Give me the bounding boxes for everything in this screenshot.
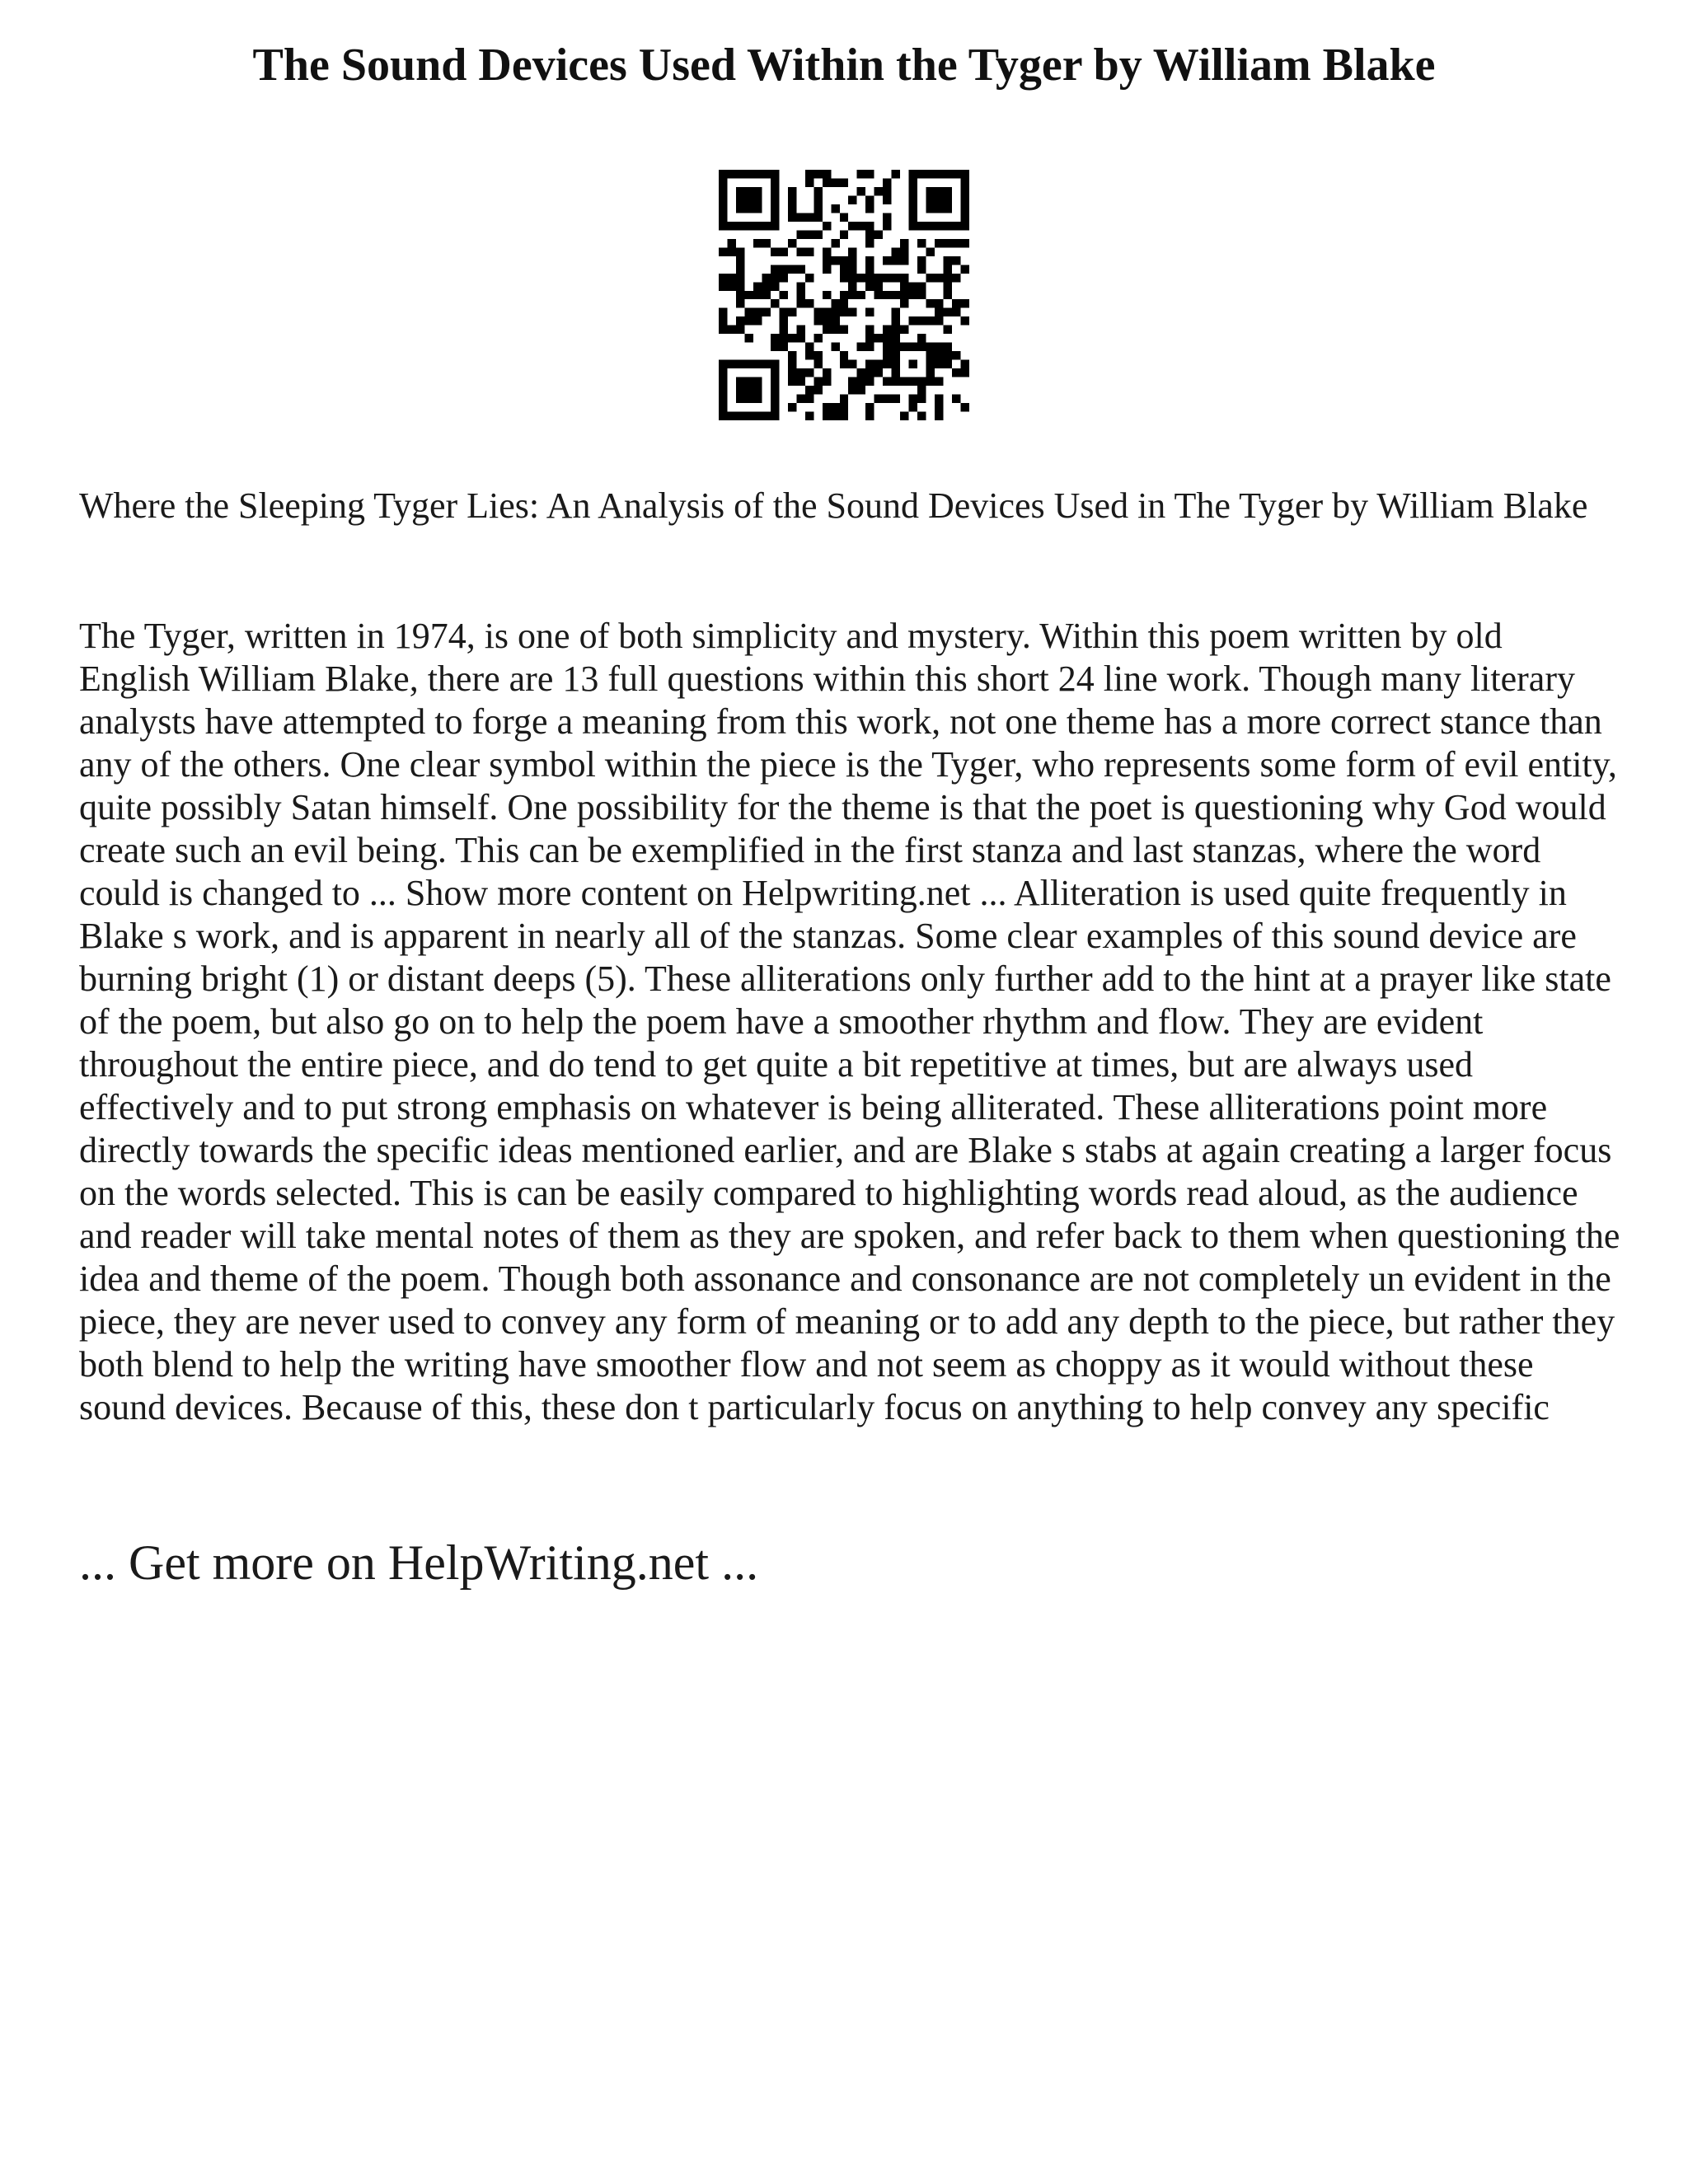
article-body: The Tyger, written in 1974, is one of both simplicity and mystery. Within this poem written by old English William Blake, there are 13 full questions within this short 24 line work. Though many literary analysts have attempted to forge a meaning from this work, not one theme has a more correct stance than any of the others. One clear symbol within the piece is the Tyger, who represents some form of evil entity, quite possibly Satan himself. One possibility for the theme is that the poet is questioning why God would create such an evil being. This can be exemplified in the first stanza and last stanzas, where the word could is changed to ... Show more content on Helpwriting.net ... Alliteration is used quite frequently in Blake s work, and is apparent in nearly all of the stanzas. Some clear examples of this sound device are burning bright (1) or distant deeps (5). These alliterations only further add to the hint at a prayer like state of the poem, but also go on to help the poem have a smoother rhythm and flow. They are evident throughout the entire piece, and do tend to get quite a bit repetitive at times, but are always used effectively and to put strong emphasis on whatever is being alliterated. These alliterations point more directly towards the specific ideas mentioned earlier, and are Blake s stabs at again creating a larger focus on the words selected. This is can be easily compared to highlighting words read aloud, as the audience and reader will take mental notes of them as they are spoken, and refer back to them when questioning the idea and theme of the poem. Though both assonance and consonance are not completely un evident in the piece, they are never used to convey any form of meaning or to add any depth to the piece, but rather they both blend to help the writing have smoother flow and not seem as choppy as it would without these sound devices. Because of this, these don t particularly focus on anything to help convey any specific <box>79 616 1620 1427</box>
page-title: The Sound Devices Used Within the Tyger by William Blake <box>252 40 1436 91</box>
qr-code-graphic <box>719 170 969 420</box>
article-subtitle: Where the Sleeping Tyger Lies: An Analysis of the Sound Devices Used in The Tyger by William Blake <box>79 485 1588 526</box>
get-more-link[interactable]: ... Get more on HelpWriting.net ... <box>79 1535 759 1590</box>
qr-code-icon[interactable] <box>719 170 969 420</box>
